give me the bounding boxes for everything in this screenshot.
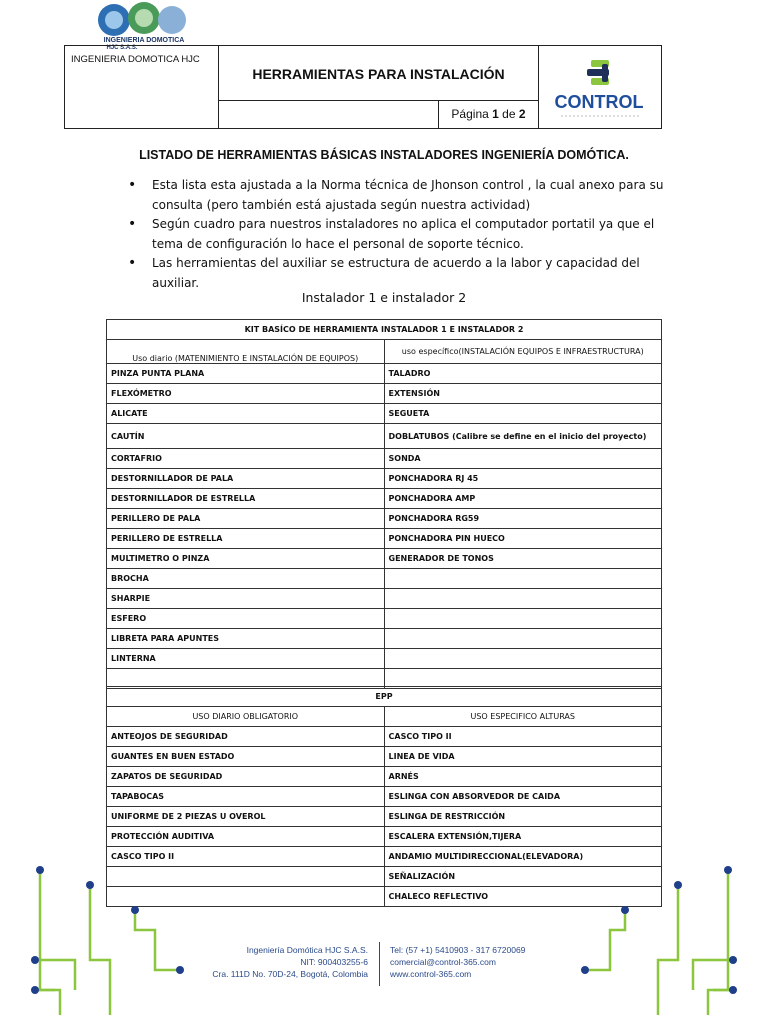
kit-table-row	[107, 629, 662, 649]
kit-table-row	[107, 569, 662, 589]
table-cell-specific: CASCO TIPO II	[384, 727, 662, 747]
table-cell-daily: ALICATE	[107, 404, 385, 424]
kit-table-row	[107, 509, 662, 529]
table-cell-daily: DESTORNILLADOR DE ESTRELLA	[107, 489, 385, 509]
table-cell-daily: ZAPATOS DE SEGURIDAD	[107, 767, 385, 787]
table-cell-specific: TALADRO	[384, 364, 662, 384]
document-title: HERRAMIENTAS PARA INSTALACIÓN	[219, 46, 539, 101]
footer-phone: Tel: (57 +1) 5410903 - 317 6720069	[390, 945, 526, 955]
footer-nit: NIT: 900403255-6	[300, 957, 368, 967]
epp-table-title: EPP	[107, 687, 662, 707]
table-cell-specific: CHALECO REFLECTIVO	[384, 887, 662, 907]
table-cell-daily: PERILLERO DE PALA	[107, 509, 385, 529]
table-cell-daily: ESFERO	[107, 609, 385, 629]
header-empty-cell	[219, 101, 439, 128]
table-cell-daily: PINZA PUNTA PLANA	[107, 364, 385, 384]
footer-address: Cra. 111D No. 70D-24, Bogotá, Colombia	[212, 969, 368, 979]
kit-table	[106, 319, 662, 689]
table-cell-daily: CORTAFRIO	[107, 449, 385, 469]
page-of: de	[502, 107, 516, 121]
table-cell-daily: UNIFORME DE 2 PIEZAS U OVEROL	[107, 807, 385, 827]
kit-table-row	[107, 489, 662, 509]
kit-table-row	[107, 364, 662, 384]
table-cell-specific	[384, 629, 662, 649]
epp-col2-header: USO ESPECIFICO ALTURAS	[384, 707, 662, 727]
footer-divider	[379, 942, 380, 986]
table-cell-specific: ESLINGA DE RESTRICCIÓN	[384, 807, 662, 827]
table-cell-specific: ANDAMIO MULTIDIRECCIONAL(ELEVADORA)	[384, 847, 662, 867]
kit-table-row	[107, 549, 662, 569]
epp-table-row	[107, 767, 662, 787]
svg-text:HJC S.A.S.: HJC S.A.S.	[106, 45, 138, 50]
table-cell-daily: LINTERNA	[107, 649, 385, 669]
section-subtitle: Instalador 1 e instalador 2	[301, 290, 467, 305]
bullet-list	[128, 176, 668, 293]
footer-contact-info	[390, 944, 590, 980]
table-cell-daily: PROTECCIÓN AUDITIVA	[107, 827, 385, 847]
table-cell-daily: CAUTÍN	[107, 424, 385, 449]
table-cell-daily: MULTIMETRO O PINZA	[107, 549, 385, 569]
company-logo-top	[92, 0, 196, 50]
kit-col2-header: uso específico(INSTALACIÓN EQUIPOS E INFRAESTRUCTURA)	[384, 340, 662, 364]
kit-table-row	[107, 529, 662, 549]
bullet-item: • Esta lista esta ajustada a la Norma técnica de Jhonson control , la cual anexo para su consulta (pero también está ajustada según nuestra actividad)	[128, 176, 668, 215]
footer-website[interactable]: www.control-365.com	[390, 969, 472, 979]
kit-table-row	[107, 404, 662, 424]
table-cell-daily: SHARPIE	[107, 589, 385, 609]
bullet-item: • Las herramientas del auxiliar se estructura de acuerdo a la labor y capacidad del auxiliar.	[128, 254, 668, 293]
footer-company-name: Ingeniería Domótica HJC S.A.S.	[246, 945, 368, 955]
kit-table-row	[107, 424, 662, 449]
table-cell-specific: LINEA DE VIDA	[384, 747, 662, 767]
table-cell-specific: PONCHADORA RJ 45	[384, 469, 662, 489]
table-cell-specific: PONCHADORA AMP	[384, 489, 662, 509]
table-cell-daily: GUANTES EN BUEN ESTADO	[107, 747, 385, 767]
kit-table-row	[107, 609, 662, 629]
control-logo-icon	[539, 46, 661, 128]
table-cell-specific: GENERADOR DE TONOS	[384, 549, 662, 569]
table-cell-specific	[384, 589, 662, 609]
table-cell-daily: DESTORNILLADOR DE PALA	[107, 469, 385, 489]
table-cell-specific: ESCALERA EXTENSIÓN,TIJERA	[384, 827, 662, 847]
table-cell-specific: SONDA	[384, 449, 662, 469]
table-cell-daily: TAPABOCAS	[107, 787, 385, 807]
table-cell-daily: BROCHA	[107, 569, 385, 589]
company-name: INGENIERIA DOMOTICA HJC	[65, 46, 219, 128]
table-cell-specific	[384, 649, 662, 669]
table-cell-daily: FLEXÓMETRO	[107, 384, 385, 404]
kit-table-row	[107, 384, 662, 404]
table-cell-daily: LIBRETA PARA APUNTES	[107, 629, 385, 649]
epp-table-row	[107, 787, 662, 807]
table-cell-daily: ANTEOJOS DE SEGURIDAD	[107, 727, 385, 747]
footer-email[interactable]: comercial@control-365.com	[390, 957, 496, 967]
kit-col1-header: Uso diario (MATENIMIENTO E INSTALACIÓN DE EQUIPOS)	[107, 340, 385, 364]
page-label: Página	[451, 107, 489, 121]
page-number: 1	[492, 107, 499, 121]
svg-text:INGENIERIA DOMOTICA: INGENIERIA DOMOTICA	[103, 37, 185, 44]
epp-col1-header: USO DIARIO OBLIGATORIO	[107, 707, 385, 727]
kit-table-row	[107, 469, 662, 489]
control-logo-text: CONTROL	[554, 92, 644, 112]
kit-table-title: KIT BASÍCO DE HERRAMIENTA INSTALADOR 1 E INSTALADOR 2	[107, 320, 662, 340]
kit-table-row	[107, 449, 662, 469]
list-title: LISTADO DE HERRAMIENTAS BÁSICAS INSTALADORES INGENIERÍA DOMÓTICA.	[139, 148, 629, 162]
table-cell-specific: EXTENSIÓN	[384, 384, 662, 404]
circuit-decoration	[0, 830, 768, 1024]
epp-table-row	[107, 747, 662, 767]
footer-company-info	[190, 944, 368, 980]
table-cell-specific: DOBLATUBOS (Calibre se define en el inicio del proyecto)	[384, 424, 662, 449]
bullet-item: • Según cuadro para nuestros instaladores no aplica el computador portatil ya que el tema de configuración lo hace el personal de soporte técnico.	[128, 215, 668, 254]
table-cell-specific: SEÑALIZACIÓN	[384, 867, 662, 887]
table-cell-specific: PONCHADORA RG59	[384, 509, 662, 529]
table-cell-specific	[384, 609, 662, 629]
kit-table-row	[107, 589, 662, 609]
table-cell-specific	[384, 569, 662, 589]
epp-table-row	[107, 727, 662, 747]
table-cell-specific: PONCHADORA PIN HUECO	[384, 529, 662, 549]
table-cell-daily: PERILLERO DE ESTRELLA	[107, 529, 385, 549]
table-cell-specific: ESLINGA CON ABSORVEDOR DE CAIDA	[384, 787, 662, 807]
document-header	[64, 45, 662, 129]
page-indicator	[439, 101, 539, 128]
table-cell-specific: SEGUETA	[384, 404, 662, 424]
table-cell-specific: ARNÉS	[384, 767, 662, 787]
kit-table-row	[107, 649, 662, 669]
epp-table-row	[107, 807, 662, 827]
table-cell-daily: CASCO TIPO II	[107, 847, 385, 867]
page-total: 2	[518, 107, 526, 121]
control-logo	[539, 46, 661, 128]
